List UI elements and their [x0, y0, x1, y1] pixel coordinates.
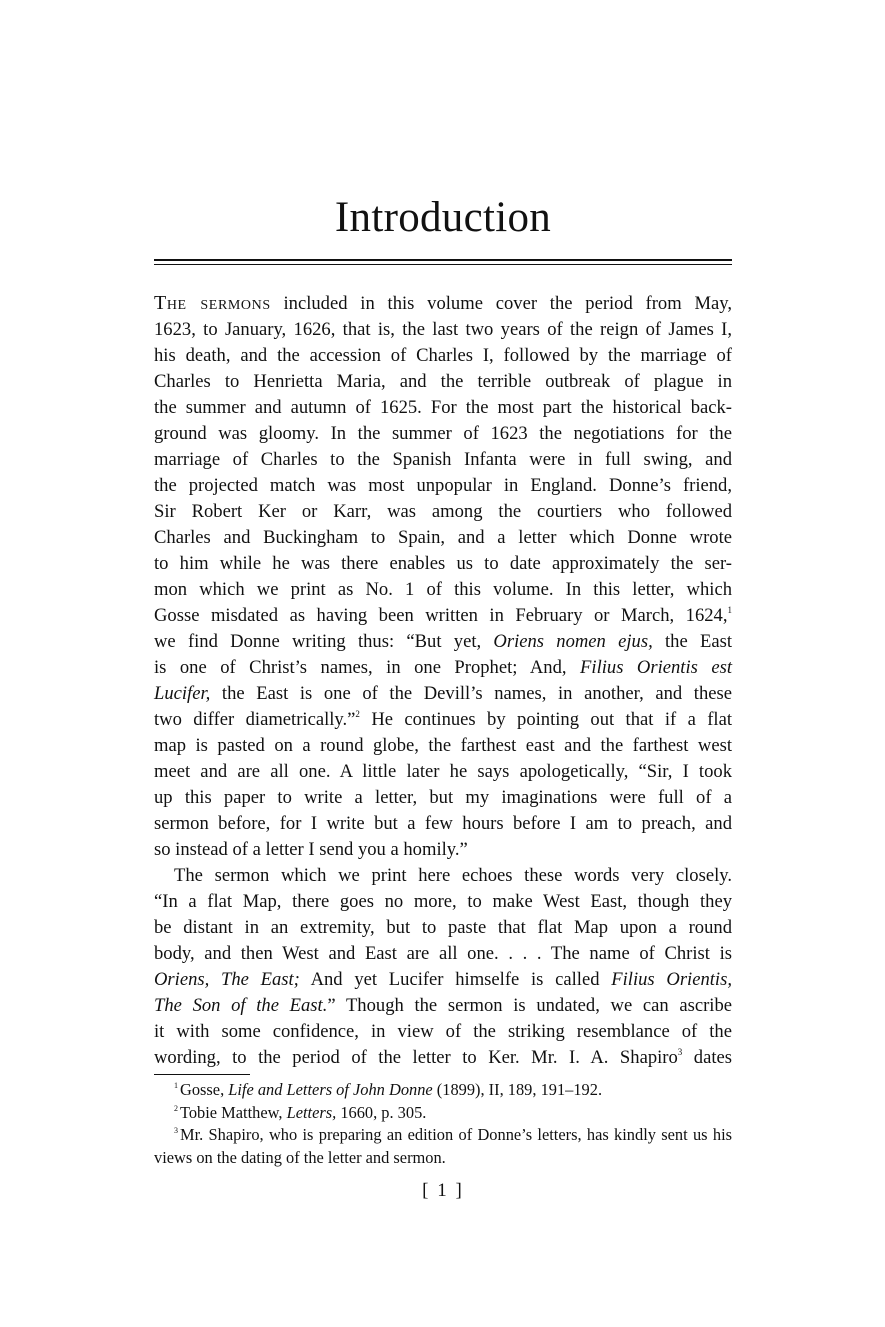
text-line: [154, 1045, 732, 1071]
text-line: [154, 629, 732, 655]
footnote-text: Gosse,: [180, 1080, 229, 1099]
footnote-text: Tobie Matthew,: [180, 1102, 287, 1122]
footnote-ref-3[interactable]: 3: [677, 1047, 683, 1057]
line-text: the East: [652, 631, 732, 652]
latin-quote: Oriens, The East;: [154, 969, 300, 990]
text-line: 1623, to January, 1626, that is, the last two years of the reign of James I,: [154, 319, 732, 340]
text-line: ground was gloomy. In the summer of 1623 the negotiations for the: [154, 423, 732, 444]
line-text: included in this volume cover the period from May,: [270, 293, 732, 314]
text-line: Charles and Buckingham to Spain, and a letter which Donne wrote: [154, 527, 732, 548]
text-line: mon which we print as No. 1 of this volume. In this letter, which: [154, 579, 732, 600]
text-line: “In a flat Map, there goes no more, to make West East, though they: [154, 891, 732, 912]
text-line: the projected match was most unpopular in England. Donne’s friend,: [154, 475, 732, 496]
text-line: his death, and the accession of Charles I, followed by the marriage of: [154, 345, 732, 366]
footnotes: [154, 1079, 732, 1169]
footnote-3: [154, 1124, 732, 1169]
line-text: two differ diametrically.”: [154, 709, 356, 730]
footnote-number: 2: [174, 1103, 178, 1113]
text-line: [154, 603, 732, 629]
text-line: Sir Robert Ker or Karr, was among the courtiers who followed: [154, 501, 732, 522]
footnote-number: 1: [174, 1081, 178, 1090]
footnote-rule: [154, 1074, 250, 1075]
footnote-title: Life and Letters of John Donne: [228, 1080, 433, 1099]
line-text: dates: [682, 1047, 732, 1068]
text-line: to him while he was there enables us to date approximately the ser-: [154, 553, 732, 574]
paragraph-1: [154, 290, 732, 863]
line-text: He continues by pointing out that if a flat: [359, 709, 732, 730]
latin-quote: Filius Orientis,: [611, 969, 732, 990]
text-line: [154, 290, 732, 317]
line-text: Gosse misdated as having been written in February or March, 1624,: [154, 605, 728, 626]
text-line: map is pasted on a round globe, the farthest east and the farthest west: [154, 735, 732, 756]
text-line: the summer and autumn of 1625. For the most part the historical back-: [154, 397, 732, 418]
title-rule-thin: [154, 264, 732, 265]
text-line: The sermon which we print here echoes these words very closely.: [174, 865, 732, 886]
line-text: wording, to the period of the letter to Ker. Mr. I. A. Shapiro: [154, 1047, 678, 1068]
text-line: [154, 707, 732, 733]
text-line: [154, 967, 732, 993]
footnote-ref-2[interactable]: 2: [355, 709, 360, 719]
footnote-1: [154, 1079, 732, 1102]
text-line: be distant in an extremity, but to paste that flat Map upon a round: [154, 917, 732, 938]
text-line: meet and are all one. A little later he says apologetically, “Sir, I took: [154, 761, 732, 782]
latin-quote: Lucifer,: [154, 683, 211, 704]
quote-italic: The Son of the East.: [154, 995, 328, 1016]
text-line: Charles to Henrietta Maria, and the terrible outbreak of plague in: [154, 371, 732, 392]
line-text: And yet Lucifer himselfe is called: [299, 969, 612, 990]
text-line: so instead of a letter I send you a homily.”: [154, 839, 468, 860]
paragraph-2: [154, 863, 732, 1071]
page-number: [ 1 ]: [422, 1180, 464, 1201]
line-text: is one of Christ’s names, in one Prophet; And,: [154, 657, 581, 678]
title-rule-thick: [154, 259, 732, 261]
text-line: [154, 681, 732, 707]
text-line: marriage of Charles to the Spanish Infanta were in full swing, and: [154, 449, 732, 470]
text-line: it with some confidence, in view of the striking resemblance of the: [154, 1021, 732, 1042]
lead-smallcaps: The sermons: [154, 292, 271, 314]
line-text: we find Donne writing thus: “But yet,: [154, 631, 494, 652]
footnote-title: Letters,: [286, 1102, 337, 1122]
footnote-2: [154, 1102, 732, 1125]
page-title: Introduction: [334, 194, 552, 241]
text-line: [154, 993, 732, 1019]
footnote-text: (1899), II, 189, 191–192.: [432, 1080, 603, 1099]
footnote-ref-1[interactable]: 1: [727, 605, 732, 615]
line-text: ” Though the sermon is undated, we can ascribe: [327, 995, 732, 1016]
body-text: [154, 290, 732, 1071]
line-text: the East is one of the Devill’s names, in another, and these: [210, 683, 732, 704]
text-line: body, and then West and East are all one. . . . The name of Christ is: [154, 943, 732, 964]
text-line: [154, 655, 732, 681]
text-line: sermon before, for I write but a few hours before I am to preach, and: [154, 813, 732, 834]
latin-quote: Filius Orientis est: [580, 657, 732, 678]
text-line: up this paper to write a letter, but my imaginations were full of a: [154, 787, 732, 808]
footnote-number: 3: [174, 1126, 178, 1135]
latin-quote: Oriens nomen ejus,: [493, 631, 653, 652]
footnote-text: Mr. Shapiro, who is preparing an edition of Donne’s letters, has kindly sent us his views on the dating of the letter and sermon.: [154, 1125, 732, 1167]
footnote-text: 1660, p. 305.: [336, 1102, 427, 1122]
